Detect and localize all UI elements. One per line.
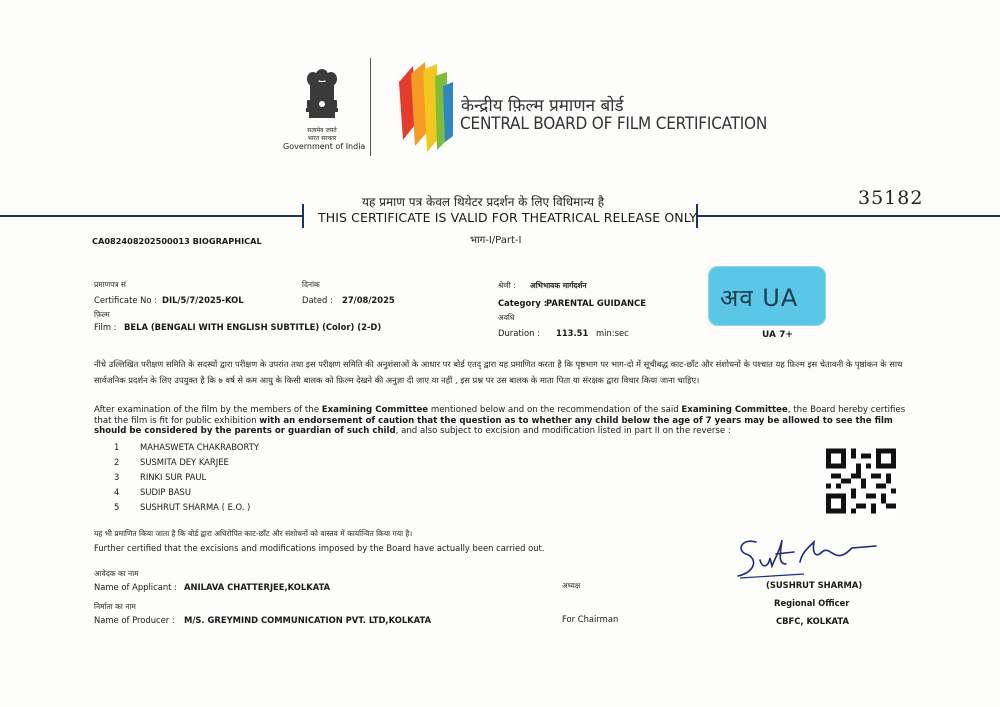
reference-code: CA082408202500013 BIOGRAPHICAL	[92, 236, 262, 246]
member-name: SUSMITA DEY KARJEE	[140, 457, 229, 467]
certification-text-hi: नीचे उल्लिखित परीक्षण समिति के सदस्यों द्वारा परीक्षण के उपरांत तथा इस परीक्षण समिति की अनुशंसाओं के आधार पर बोर्ड एतद् द्वारा यह प्रमाणित करता है कि पृष्ठभाग पर भाग-दो में सूचीबद्ध काट-छाँट और संशोधनों के पश्चात यह फ़िल्म इस चेतावनी के पृष्ठांकन के साथ सार्वजनिक प्रदर्शन के लिए उपयुक्त है कि ७ वर्ष से कम आयु के किसी बालक को फ़िल्म देखने की अनुज्ञा दी जाए या नहीं , इस प्रश्न पर उस बालक के माता पिता या संरक्षक द्वारा विचार किया जाना चाहिए।	[94, 359, 903, 385]
duration-unit: min:sec	[596, 328, 629, 338]
ashoka-lions-icon	[301, 66, 343, 124]
member-number: 3	[114, 472, 120, 482]
national-emblem	[292, 66, 352, 124]
duration-label-hi: अवधि	[498, 313, 515, 322]
banner-tick-left	[302, 204, 304, 228]
film-value: BELA (BENGALI WITH ENGLISH SUBTITLE) (Color) (2-D)	[124, 322, 382, 332]
cbfc-film-strip-icon	[397, 60, 455, 156]
signatory-office: CBFC, KOLKATA	[776, 616, 849, 626]
cert-no-label: Certificate No :	[94, 295, 158, 305]
emblem-caption-hi: भारत सरकार	[307, 135, 337, 142]
member-name: SUDIP BASU	[140, 487, 191, 497]
producer-value: M/S. GREYMIND COMMUNICATION PVT. LTD,KOLKATA	[184, 615, 432, 625]
qr-code	[826, 448, 896, 514]
header-divider	[370, 58, 371, 156]
cert-no-value: DIL/5/7/2025-KOL	[162, 295, 244, 305]
signature-icon	[730, 532, 880, 584]
validity-hi: यह प्रमाण पत्र केवल थियेटर प्रदर्शन के लिए विधिमान्य है	[362, 195, 605, 209]
signatory-name: (SUSHRUT SHARMA)	[766, 580, 863, 590]
date-label-hi: दिनांक	[302, 280, 320, 289]
category-value: PARENTAL GUIDANCE	[546, 298, 646, 308]
duration-value: 113.51	[556, 328, 589, 338]
date-value: 27/08/2025	[342, 295, 395, 305]
member-name: RINKI SUR PAUL	[140, 472, 207, 482]
certification-text-en: After examination of the film by the members of the Examining Committee mentioned below and on the recommendation of the said Examining Committee, the Board hereby certifies that the film is fit for public exhibition with an endorsement of caution that the question as to whether any child below the age of 7 years may be allowed to see the film should be considered by the parents or guardian of such child, and also subject to excision and modification listed in part II on the reverse :	[94, 405, 906, 436]
signatory-designation: Regional Officer	[774, 598, 850, 608]
qr-code-icon	[826, 448, 896, 514]
date-label: Dated :	[302, 295, 333, 305]
serial-number: 35182	[858, 187, 924, 209]
banner-line-left	[0, 215, 302, 217]
member-number: 4	[114, 487, 120, 497]
film-label-hi: फ़िल्म	[94, 310, 110, 319]
cbfc-logo	[397, 60, 455, 160]
certificate-part: भाग-I/Part-I	[470, 235, 522, 246]
category-value-hi: अभिभावक मार्गदर्शन	[530, 281, 587, 290]
category-label: Category :	[498, 298, 548, 308]
duration-label: Duration :	[498, 328, 540, 338]
applicant-value: ANILAVA CHATTERJEE,KOLKATA	[184, 582, 331, 592]
board-name-hi: केन्द्रीय फ़िल्म प्रमाणन बोर्ड	[461, 96, 624, 116]
member-number: 1	[114, 442, 120, 452]
further-certified-en: Further certified that the excisions and modifications imposed by the Board have actually been carried out.	[94, 543, 545, 553]
board-name-en: CENTRAL BOARD OF FILM CERTIFICATION	[460, 114, 768, 134]
member-number: 5	[114, 502, 120, 512]
emblem-caption-en: Government of India	[283, 142, 366, 151]
applicant-label-hi: आवेदक का नाम	[94, 569, 139, 578]
validity-en: THIS CERTIFICATE IS VALID FOR THEATRICAL RELEASE ONLY	[318, 210, 697, 225]
rating-badge-text: अव UA	[720, 284, 799, 312]
rating-sub: UA 7+	[762, 330, 793, 340]
category-label-hi: श्रेणी :	[498, 281, 516, 290]
member-name: MAHASWETA CHAKRABORTY	[140, 442, 259, 452]
emblem-motto: सत्यमेव जयते	[307, 127, 337, 134]
chairman-label-hi: अध्यक्ष	[562, 581, 581, 590]
cert-no-label-hi: प्रमाणपत्र सं	[94, 280, 126, 289]
member-name: SUSHRUT SHARMA ( E.O. )	[140, 502, 251, 512]
applicant-label: Name of Applicant :	[94, 582, 177, 592]
producer-label: Name of Producer :	[94, 615, 175, 625]
chairman-label: For Chairman	[562, 614, 619, 624]
further-certified-hi: यह भी प्रमाणित किया जाता है कि बोर्ड द्वारा अधिरोपित काट-छाँट और संशोधनों को वास्तव में कार्यान्वित किया गया है।	[94, 529, 413, 538]
banner-line-right	[698, 215, 1000, 217]
producer-label-hi: निर्माता का नाम	[94, 602, 136, 611]
member-number: 2	[114, 457, 120, 467]
film-label: Film :	[94, 322, 117, 332]
